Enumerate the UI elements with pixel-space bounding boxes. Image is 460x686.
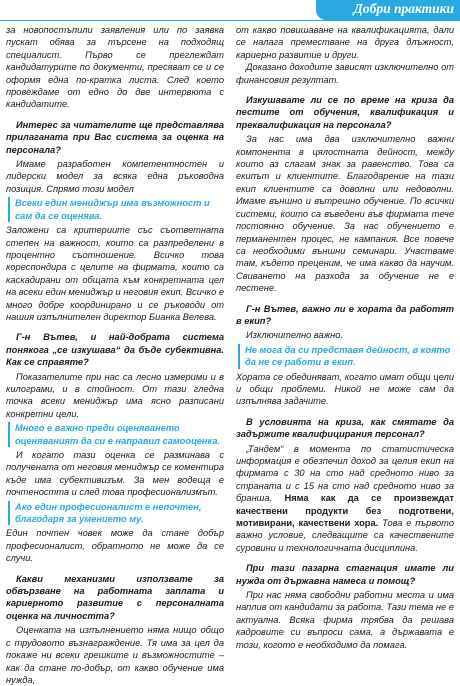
question: Какви механизми използвате за обвързване на работната заплата и кариерното развитие с персоналната оценка на личността? [6, 573, 224, 621]
pull-quote: Много е важно преди оценяването оценяваният да си е направил самооценка. [8, 422, 224, 447]
paragraph: Изключително важно. [246, 330, 343, 341]
paragraph: от какво повишаване на квалификацията, дали се налага преместване на друга длъжност, кариерно развитие и други. [236, 25, 454, 60]
question: При тази пазарна стагнация имате ли нужда от държавна намеса и помощ? [236, 563, 454, 586]
pull-quote: Не мога да си представя дейност, в която да не се работи в екип. [238, 344, 454, 369]
paragraph: За нас има два изключително важни компонента в цялостната дейност, между които аз слагам знак за равенство. Това са екипът и клиентите. Благодарение на тази екип клиентите са доволни или недоволни. Имаме външно и вътрешно обучение. По всички системи, които са въведени във фирмата тече постоянно обучение. За нас обучението е перманентен процес, не кампания. Все повече са необходими външни семинари. Участваме там, където преценим, че има какво да научим. Свиването на разхода за обучение не е пестене. [236, 134, 454, 294]
paragraph: Хората се обединяват, когато имат общи цели и общи проблеми. Никой не може сам да изпълнява задачите. [236, 371, 454, 407]
section-title: Добри практики [353, 1, 454, 16]
pull-quote: Всеки един мениджър има възможност и сам да се оценява. [8, 197, 224, 222]
paragraph-text: Това е първото важно условие, следващите са качествените суровини и технологичната дисциплина. [236, 518, 454, 553]
question: В условията на криза, как смятате да задържите квалифицирания персонал? [236, 416, 454, 440]
question: Изкушавате ли се по време на криза да пестите от обучения, квалификация и преквалификация на персонала? [236, 95, 454, 130]
paragraph: Показателите при нас са лесно измерими и в килограми, и в стойност. От тази гледна точка всеки мениджър има ясно разписани конкретни цели. [6, 371, 224, 419]
paragraph-text: „Тандем“ в момента по статистическа информация е обезпечил доход за целия екип на фирмата с 30 на сто над средното ниво за страната и с 15 на сто над средното ниво за бранша. [236, 443, 454, 504]
question: Интерес за читателите ще представлява прилаганата при Вас система за оценка на персонала? [6, 119, 224, 155]
paragraph: Имаме разработен компетентностен и лидерски модел за всяка една ръководна позиция. Спрямо този модел [6, 159, 224, 194]
paragraph: Оценката на изпълнението няма нищо общо с трудовото възнаграждение. Тя има за цел да покаже ни всеки грешките и възможностите – как да стане по-добър, от какво обучение има нужда, [6, 625, 224, 685]
pull-quote: Ако един професионалист е непочтен, благодаря за умението му. [8, 501, 224, 526]
paragraph: При нас няма свободни работни места и има наплив от кандидати за работа. Тази тема не е актуална. Всяка фирма трябва да решава кадровите си въпроси сама, а държавата е този, когото е необходимо да помага. [236, 590, 454, 650]
section-header [316, 0, 460, 20]
paragraph [236, 443, 454, 555]
paragraph: Доказано доходите зависят изключително от финансовия резултат. [236, 62, 454, 85]
paragraph: Заложени са критериите със съответната степен на важност, които са разпределени в процентно съотношение. Всичко това кореспондира с целите на фирмата, които са каскадирани от общата към конкретната цел на всеки един мениджър и неговия екип. Всичко е много добре координирано и се ръководи от нашия изпълнителен директор Бианка Велева. [6, 225, 224, 322]
paragraph: И когато тази оценка се разминава с получената от неговия мениджър се коментира къде има субективизъм. За мен водеща е почтеността и след това професионализмът. [6, 450, 224, 498]
header-rule [0, 20, 460, 21]
left-column [6, 24, 224, 686]
question: Г-н Вътев, и най-добрата система понякога „се изкушава“ да бъде субективна. Как се справяте? [6, 332, 224, 368]
right-column [236, 24, 454, 651]
paragraph: за новопостъпили заявления или по заявка пускат обява за търсене на подходящ специалист. Първо се преглеждат кандидатурите по документи, пресяват се и се оформя една по-кратка листа. След което провеждаме от едно до две интервюта с кандидатите. [6, 25, 224, 110]
question: Г-н Вътев, важно ли е хората да работят в екип? [236, 303, 454, 326]
paragraph: Един почтен човек може да стане добър професионалист, обратното не може да се случи. [6, 528, 224, 564]
emphasis-text: Няма как да се произвеждат качествени продукти без подготвени, мотивирани, качествени хора. [236, 493, 454, 529]
